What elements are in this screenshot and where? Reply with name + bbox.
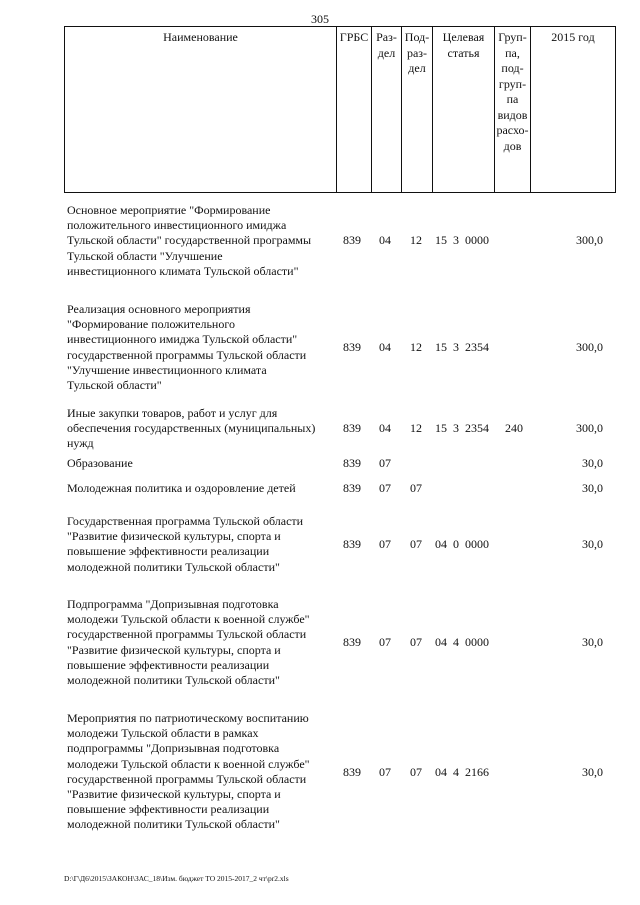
row-razdel: 04: [379, 233, 391, 247]
row-sum: 30,0: [582, 765, 603, 779]
row-statya: 15 3 2354: [435, 421, 489, 435]
header-grbs: ГРБС: [337, 27, 372, 192]
row-grbs: 839: [343, 456, 361, 470]
header-name: Наименование: [65, 27, 337, 192]
row-podrazdel: 07: [410, 765, 422, 779]
row-razdel: 07: [379, 635, 391, 649]
row-name: Молодежная политика и оздоровление детей: [67, 481, 296, 495]
row-name: Иные закупки товаров, работ и услуг для обеспечения государственных (муниципальных) нужд: [67, 406, 316, 451]
row-statya: 15 3 2354: [435, 340, 489, 354]
row-name: Образование: [67, 456, 133, 470]
row-grbs: 839: [343, 233, 361, 247]
row-podrazdel: 12: [410, 421, 422, 435]
header-podrazdel: Под- раз- дел: [402, 27, 433, 192]
row-grbs: 839: [343, 765, 361, 779]
row-razdel: 04: [379, 421, 391, 435]
row-grbs: 839: [343, 537, 361, 551]
row-name: Подпрограмма "Допризывная подготовка молодежи Тульской области к военной службе" государственной программы Тульской области "Развитие физической культуры, спорта и повышение эффективности реализации молодежной политики Тульской области": [67, 597, 310, 688]
row-razdel: 07: [379, 537, 391, 551]
row-sum: 30,0: [582, 635, 603, 649]
header-razdel: Раз- дел: [372, 27, 402, 192]
row-statya: 15 3 0000: [435, 233, 489, 247]
table-header: [64, 26, 616, 193]
row-sum: 30,0: [582, 481, 603, 495]
row-podrazdel: 12: [410, 233, 422, 247]
file-path-footer: D:\Г\Д6\2015\ЗАКОН\ЗАС_18\Изм. бюджет ТО 2015-2017_2 чт\pr2.xls: [64, 874, 289, 883]
row-podrazdel: 12: [410, 340, 422, 354]
row-name: Государственная программа Тульской области "Развитие физической культуры, спорта и повышение эффективности реализации молодежной политики Тульской области": [67, 514, 304, 574]
row-grbs: 839: [343, 481, 361, 495]
row-grbs: 839: [343, 635, 361, 649]
row-razdel: 07: [379, 456, 391, 470]
page-number: 305: [311, 12, 329, 26]
row-sum: 300,0: [576, 340, 603, 354]
row-gruppa: 240: [505, 421, 523, 435]
row-podrazdel: 07: [410, 635, 422, 649]
row-sum: 30,0: [582, 537, 603, 551]
row-name: Реализация основного мероприятия "Формирование положительного инвестиционного имиджа Тульской области" государственной программы Тульской области "Улучшение инвестиционного климата Тульской области": [67, 302, 307, 393]
header-statya: Целевая статья: [433, 27, 495, 192]
row-razdel: 07: [379, 481, 391, 495]
row-grbs: 839: [343, 340, 361, 354]
row-razdel: 07: [379, 765, 391, 779]
row-grbs: 839: [343, 421, 361, 435]
row-statya: 04 4 0000: [435, 635, 489, 649]
row-razdel: 04: [379, 340, 391, 354]
row-podrazdel: 07: [410, 537, 422, 551]
header-year: 2015 год: [551, 30, 595, 44]
row-sum: 30,0: [582, 456, 603, 470]
row-name: Мероприятия по патриотическому воспитанию молодежи Тульской области в рамках подпрограммы "Допризывная подготовка молодежи Тульской области к военной службе" государственной программы Тульской области "Развитие физической культуры, спорта и повышение эффективности реализации молодежной политики Тульской области": [67, 711, 310, 832]
row-sum: 300,0: [576, 421, 603, 435]
row-podrazdel: 07: [410, 481, 422, 495]
row-statya: 04 0 0000: [435, 537, 489, 551]
header-gruppa: Груп- па, под- груп- па видов расхо- дов: [495, 27, 531, 192]
row-name: Основное мероприятие "Формирование положительного инвестиционного имиджа Тульской области" государственной программы Тульской области "Улучшение инвестиционного климата Тульской области": [67, 203, 312, 278]
row-sum: 300,0: [576, 233, 603, 247]
row-statya: 04 4 2166: [435, 765, 489, 779]
